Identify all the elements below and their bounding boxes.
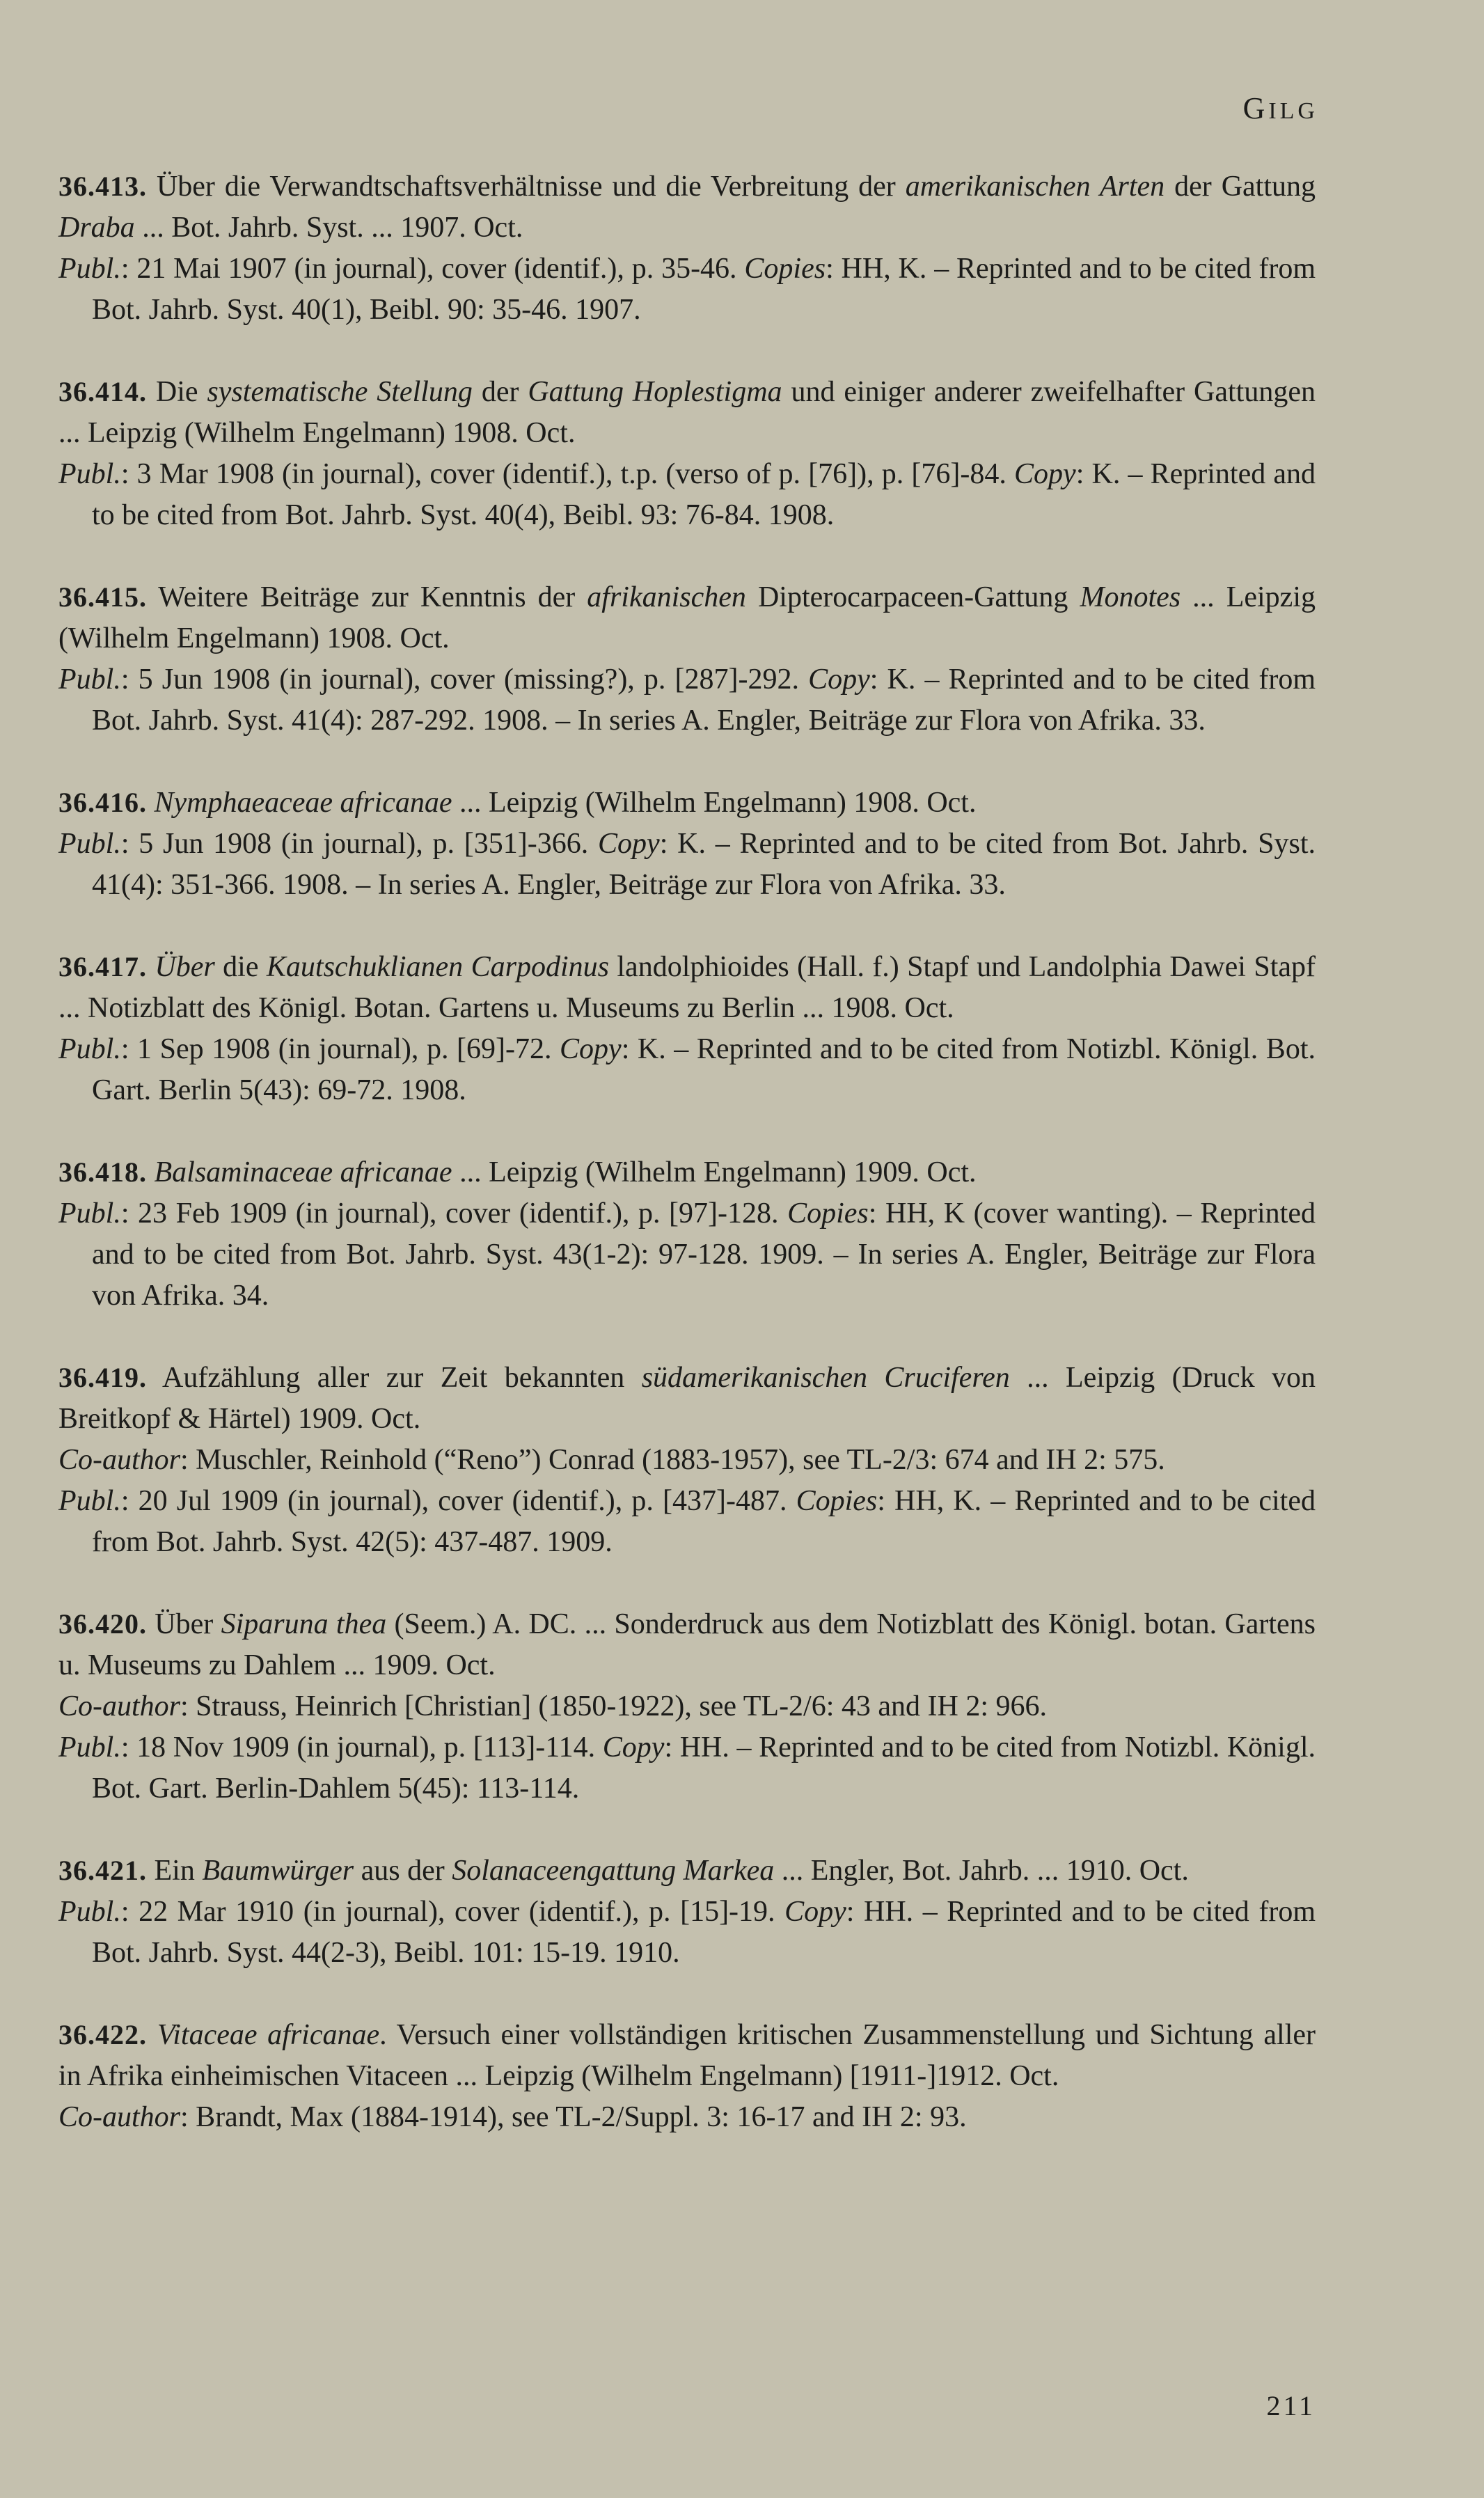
publ-text: : K. – Reprinted and to be cited from Bot. Jahrb. Syst. 41(4): 287-292. 1908. – In series A. Engler, Beiträge zur Flora von Afrika. 33. [92, 663, 1316, 737]
title-italic: afrikanischen [587, 581, 746, 613]
title-text: ... Engler, Bot. Jahrb. ... 1910. Oct. [774, 1855, 1189, 1887]
copies-label: Copies [796, 1485, 878, 1517]
title-text: Über die Verwandtschaftsverhältnisse und die Verbreitung der [147, 171, 906, 203]
coauthor-text: : Strauss, Heinrich [Christian] (1850-1922), see TL-2/6: 43 and IH 2: 966. [180, 1690, 1048, 1722]
publ-text: : 18 Nov 1909 (in journal), p. [113]-114. [120, 1731, 603, 1763]
publ-text: : K. – Reprinted and to be cited from Notizbl. Königl. Bot. Gart. Berlin 5(43): 69-72. 1908. [92, 1033, 1316, 1106]
publ-text: : 21 Mai 1907 (in journal), cover (identif.), p. 35-46. [120, 253, 745, 285]
entry-number: 36.415. [58, 581, 147, 613]
publication-note [58, 1727, 1316, 1809]
entry-36-419 [58, 1357, 1316, 1563]
title-italic: Balsaminaceae africanae [154, 1156, 452, 1188]
publ-text: : 1 Sep 1908 (in journal), p. [69]-72. [120, 1033, 560, 1065]
title-italic: Siparuna thea [221, 1608, 387, 1640]
entry-number: 36.419. [58, 1362, 147, 1393]
publ-label: Publ. [58, 253, 121, 285]
publication-note [58, 1892, 1316, 1974]
publication-note [58, 824, 1316, 906]
title-text: Ein [147, 1855, 203, 1887]
entry-36-415 [58, 576, 1316, 741]
title-italic: Draba [58, 212, 135, 244]
title-text: die [214, 951, 267, 983]
title-text: ... Bot. Jahrb. Syst. ... 1907. Oct. [134, 212, 523, 244]
publ-text: : HH, K. – Reprinted and to be cited from Bot. Jahrb. Syst. 42(5): 437-487. 1909. [92, 1485, 1316, 1558]
entry-title [58, 166, 1316, 249]
title-text: ... Leipzig (Wilhelm Engelmann) 1909. Oct. [452, 1156, 977, 1188]
publ-text: : HH. – Reprinted and to be cited from Notizbl. Königl. Bot. Gart. Berlin-Dahlem 5(45): 113-114. [92, 1731, 1316, 1805]
entry-title [58, 576, 1316, 659]
entry-number: 36.413. [58, 171, 147, 202]
publ-label: Publ. [58, 1731, 121, 1763]
entry-title [58, 1603, 1316, 1686]
copy-label: Copy [784, 1896, 846, 1928]
publ-label: Publ. [58, 1896, 121, 1928]
running-head-rest: ILG [1268, 98, 1318, 124]
coauthor-text: : Muschler, Reinhold (“Reno”) Conrad (1883-1957), see TL-2/3: 674 and IH 2: 575. [180, 1444, 1165, 1476]
coauthor-label: Co-author [58, 1444, 181, 1476]
entry-36-422 [58, 2014, 1316, 2138]
publ-text: : K. – Reprinted and to be cited from Bot. Jahrb. Syst. 41(4): 351-366. 1908. – In series A. Engler, Beiträge zur Flora von Afrika. 33. [92, 828, 1316, 901]
coauthor-label: Co-author [58, 2101, 181, 2133]
publication-note [58, 249, 1316, 331]
title-text: der Gattung [1165, 171, 1316, 203]
entry-36-414 [58, 371, 1316, 536]
title-italic: Nymphaeaceae africanae [154, 787, 452, 819]
entry-number: 36.416. [58, 787, 147, 818]
entry-36-418 [58, 1152, 1316, 1317]
title-italic: amerikanischen Arten [905, 171, 1165, 203]
entry-number: 36.422. [58, 2019, 147, 2050]
copies-label: Copies [787, 1197, 869, 1230]
title-text: Über [147, 1608, 221, 1640]
copy-label: Copy [1014, 458, 1076, 490]
copy-label: Copy [560, 1033, 622, 1065]
title-text: ... Leipzig (Wilhelm Engelmann) 1908. Oct. [452, 787, 977, 819]
entry-number: 36.414. [58, 376, 147, 407]
entry-number: 36.420. [58, 1608, 147, 1640]
entry-36-416 [58, 782, 1316, 906]
copy-label: Copy [808, 663, 870, 696]
title-text: aus der [354, 1855, 452, 1887]
title-text: ... Leipzig (Wilhelm Engelmann) 1908. Oct. [58, 581, 1316, 654]
entry-number: 36.421. [58, 1855, 147, 1886]
coauthor-note [58, 1440, 1316, 1481]
copy-label: Copy [602, 1731, 665, 1763]
publ-label: Publ. [58, 458, 121, 490]
publication-note [58, 1029, 1316, 1111]
entry-title [58, 1152, 1316, 1193]
title-text: landolphioides (Hall. f.) Stapf und Landolphia Dawei Stapf ... Notizblatt des Königl. Botan. Gartens u. Museums zu Berlin ... 1908. Oct. [58, 951, 1316, 1024]
publ-text: : HH, K. – Reprinted and to be cited from Bot. Jahrb. Syst. 40(1), Beibl. 90: 35-46. 1907. [92, 253, 1316, 326]
running-head [1243, 91, 1318, 126]
publ-label: Publ. [58, 1197, 121, 1230]
entry-number: 36.417. [58, 951, 147, 982]
copy-label: Copy [598, 828, 660, 860]
title-italic: systematische Stellung [207, 376, 473, 408]
entry-36-417 [58, 946, 1316, 1111]
publ-text: : 23 Feb 1909 (in journal), cover (identif.), p. [97]-128. [120, 1197, 788, 1230]
publ-label: Publ. [58, 828, 121, 860]
publ-text: : HH, K (cover wanting). – Reprinted and to be cited from Bot. Jahrb. Syst. 43(1-2): 97-128. 1909. – In series A. Engler, Beiträge zur Flora von Afrika. 34. [92, 1197, 1316, 1312]
publ-text: : HH. – Reprinted and to be cited from Bot. Jahrb. Syst. 44(2-3), Beibl. 101: 15-19. 1910. [92, 1896, 1316, 1969]
entry-36-413 [58, 166, 1316, 331]
title-text: und einiger anderer zweifelhafter Gattungen ... Leipzig (Wilhelm Engelmann) 1908. Oct. [58, 376, 1316, 449]
title-text [147, 2019, 157, 2051]
title-italic: Über [155, 951, 215, 983]
entry-36-421 [58, 1850, 1316, 1974]
title-italic: südamerikanischen Cruciferen [641, 1362, 1010, 1394]
title-text: Weitere Beiträge zur Kenntnis der [147, 581, 587, 613]
publication-note [58, 659, 1316, 741]
title-text: (Seem.) A. DC. ... Sonderdruck aus dem Notizblatt des Königl. botan. Gartens u. Museums zu Dahlem ... 1909. Oct. [58, 1608, 1316, 1681]
title-italic: Gattung Hoplestigma [528, 376, 782, 408]
entry-number: 36.418. [58, 1156, 147, 1188]
title-italic: Baumwürger [202, 1855, 354, 1887]
entry-title [58, 946, 1316, 1029]
publication-note [58, 454, 1316, 536]
entry-36-420 [58, 1603, 1316, 1809]
title-italic: Vitaceae africanae [157, 2019, 380, 2051]
title-text: der [472, 376, 528, 408]
title-text: ... Leipzig (Druck von Breitkopf & Härtel) 1909. Oct. [58, 1362, 1316, 1435]
publ-text: : 5 Jun 1908 (in journal), cover (missing?), p. [287]-292. [120, 663, 809, 696]
title-italic: Kautschuklianen Carpodinus [266, 951, 609, 983]
entry-title [58, 1850, 1316, 1892]
publ-text: : 22 Mar 1910 (in journal), cover (identif.), p. [15]-19. [120, 1896, 785, 1928]
title-text: Dipterocarpaceen-Gattung [745, 581, 1080, 613]
entry-title [58, 371, 1316, 454]
publication-note [58, 1193, 1316, 1317]
entry-title [58, 1357, 1316, 1440]
publ-label: Publ. [58, 1485, 121, 1517]
title-text: Die [147, 376, 207, 408]
title-text: Aufzählung aller zur Zeit bekannten [147, 1362, 642, 1394]
entry-title [58, 782, 1316, 824]
bibliography-list [58, 166, 1316, 2178]
publ-text: : 5 Jun 1908 (in journal), p. [351]-366. [120, 828, 599, 860]
coauthor-note [58, 1686, 1316, 1727]
publ-text: : 3 Mar 1908 (in journal), cover (identif.), t.p. (verso of p. [76]), p. [76]-84. [120, 458, 1015, 490]
publication-note [58, 1481, 1316, 1563]
entry-title [58, 2014, 1316, 2097]
running-head-initial: G [1242, 91, 1269, 125]
page-number: 211 [1266, 2390, 1316, 2421]
coauthor-label: Co-author [58, 1690, 181, 1722]
title-italic: Solanaceengattung Markea [452, 1855, 775, 1887]
coauthor-note [58, 2097, 1316, 2138]
publ-label: Publ. [58, 1033, 121, 1065]
title-italic: Monotes [1080, 581, 1181, 613]
coauthor-text: : Brandt, Max (1884-1914), see TL-2/Suppl. 3: 16-17 and IH 2: 93. [180, 2101, 967, 2133]
copies-label: Copies [744, 253, 826, 285]
publ-label: Publ. [58, 663, 121, 696]
publ-text: : 20 Jul 1909 (in journal), cover (identif.), p. [437]-487. [120, 1485, 796, 1517]
title-text: . Versuch einer vollständigen kritischen Zusammenstellung und Sichtung aller in Afrika einheimischen Vitaceen ... Leipzig (Wilhelm Engelmann) [1911-]1912. Oct. [58, 2019, 1316, 2092]
publ-text: : K. – Reprinted and to be cited from Bot. Jahrb. Syst. 40(4), Beibl. 93: 76-84. 1908. [92, 458, 1316, 531]
